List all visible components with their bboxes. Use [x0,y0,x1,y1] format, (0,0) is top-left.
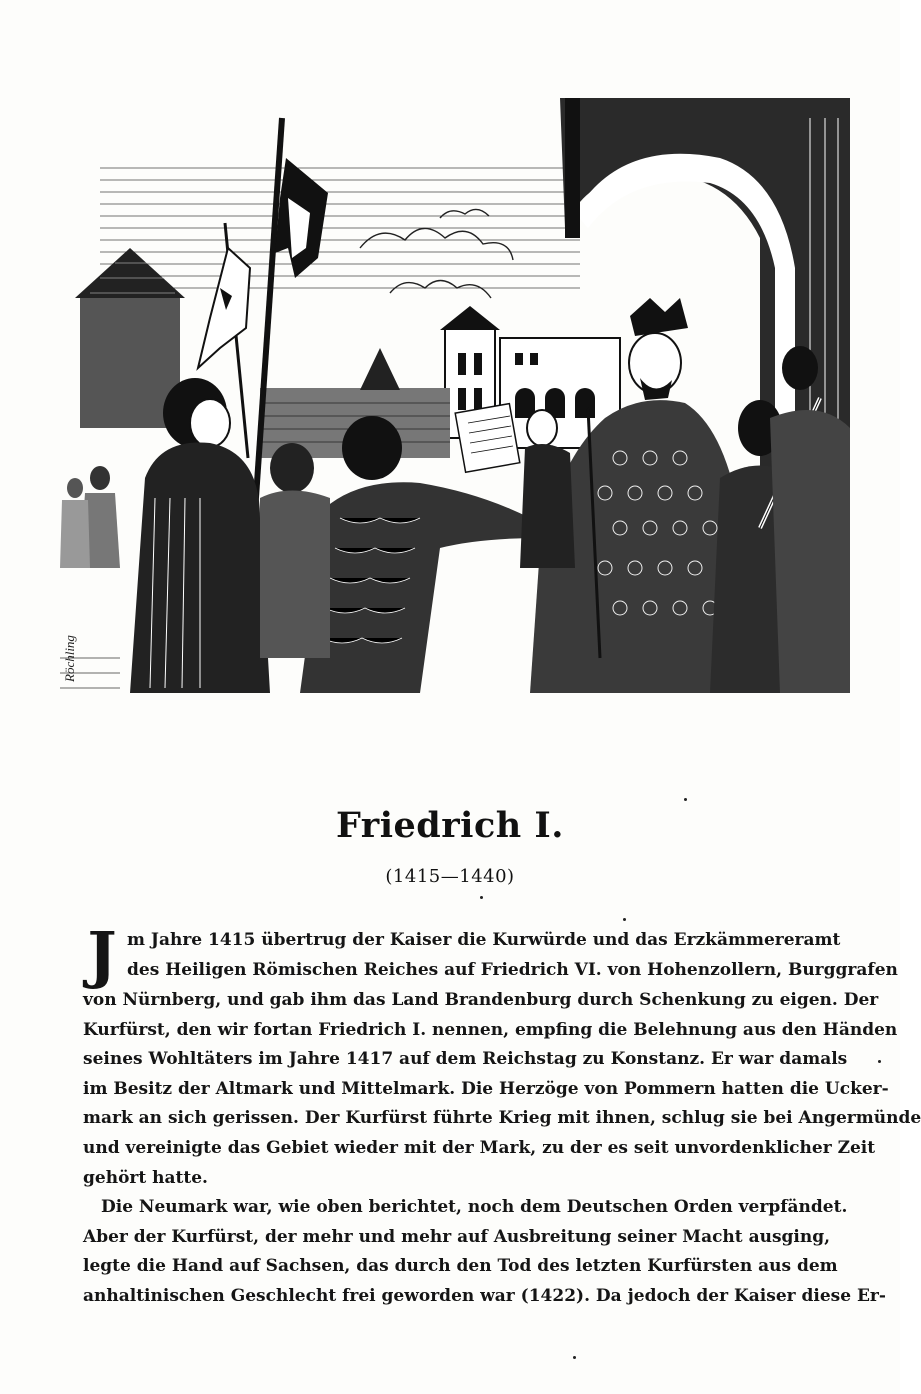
text-line: im Besitz der Altmark und Mittelmark. Die Herzöge von Pommern hatten die Ucker- [83,1078,889,1099]
text-line: mark an sich gerissen. Der Kurfürst führte Krieg mit ihnen, schlug sie bei Angermünde [83,1108,921,1129]
clouds [360,209,513,298]
text-line: seines Wohltäters im Jahre 1417 auf dem Reichstag zu Konstanz. Er war damals [83,1049,848,1070]
print-speck [573,1356,576,1359]
text-line: von Nürnberg, und gab ihm das Land Brandenburg durch Schenkung zu eigen. Der [83,990,879,1010]
text-line: m Jahre 1415 übertrug der Kaiser die Kurwürde und das Erzkämmereramt [127,930,841,950]
text-line: legte die Hand auf Sachsen, das durch den Tod des letzten Kurfürsten aus dem [83,1256,838,1277]
text-line: Die Neumark war, wie oben berichtet, noch dem Deutschen Orden verpfändet. [101,1197,848,1218]
coronation-illustration [60,98,850,693]
drop-cap: J [87,918,117,991]
sky-hatching [100,168,580,288]
text-line: gehört hatte. [83,1167,208,1188]
coronation-engraving-icon [60,98,850,693]
reign-dates: (1415—1440) [385,866,515,887]
print-speck [480,896,483,899]
text-line: Aber der Kurfürst, der mehr und mehr auf Ausbreitung seiner Macht ausging, [83,1226,831,1247]
print-speck [878,1060,881,1063]
signature-text: Röchling [62,635,77,682]
page-title: Friedrich I. [336,805,564,846]
text-line: anhaltinischen Geschlecht frei geworden war (1422). Da jedoch der Kaiser diese Er- [83,1285,886,1306]
text-line: des Heiligen Römischen Reiches auf Friedrich VI. von Hohenzollern, Burggrafen [127,959,898,980]
print-speck [623,918,626,921]
distant-crowd [60,466,120,568]
body-text [83,918,921,1312]
print-speck [684,798,687,801]
text-line: Kurfürst, den wir fortan Friedrich I. nennen, empfing die Belehnung aus den Händen [83,1019,898,1040]
text-line: und vereinigte das Gebiet wieder mit der Mark, zu der es seit unvordenklicher Zeit [83,1137,876,1158]
artist-signature [58,570,80,685]
